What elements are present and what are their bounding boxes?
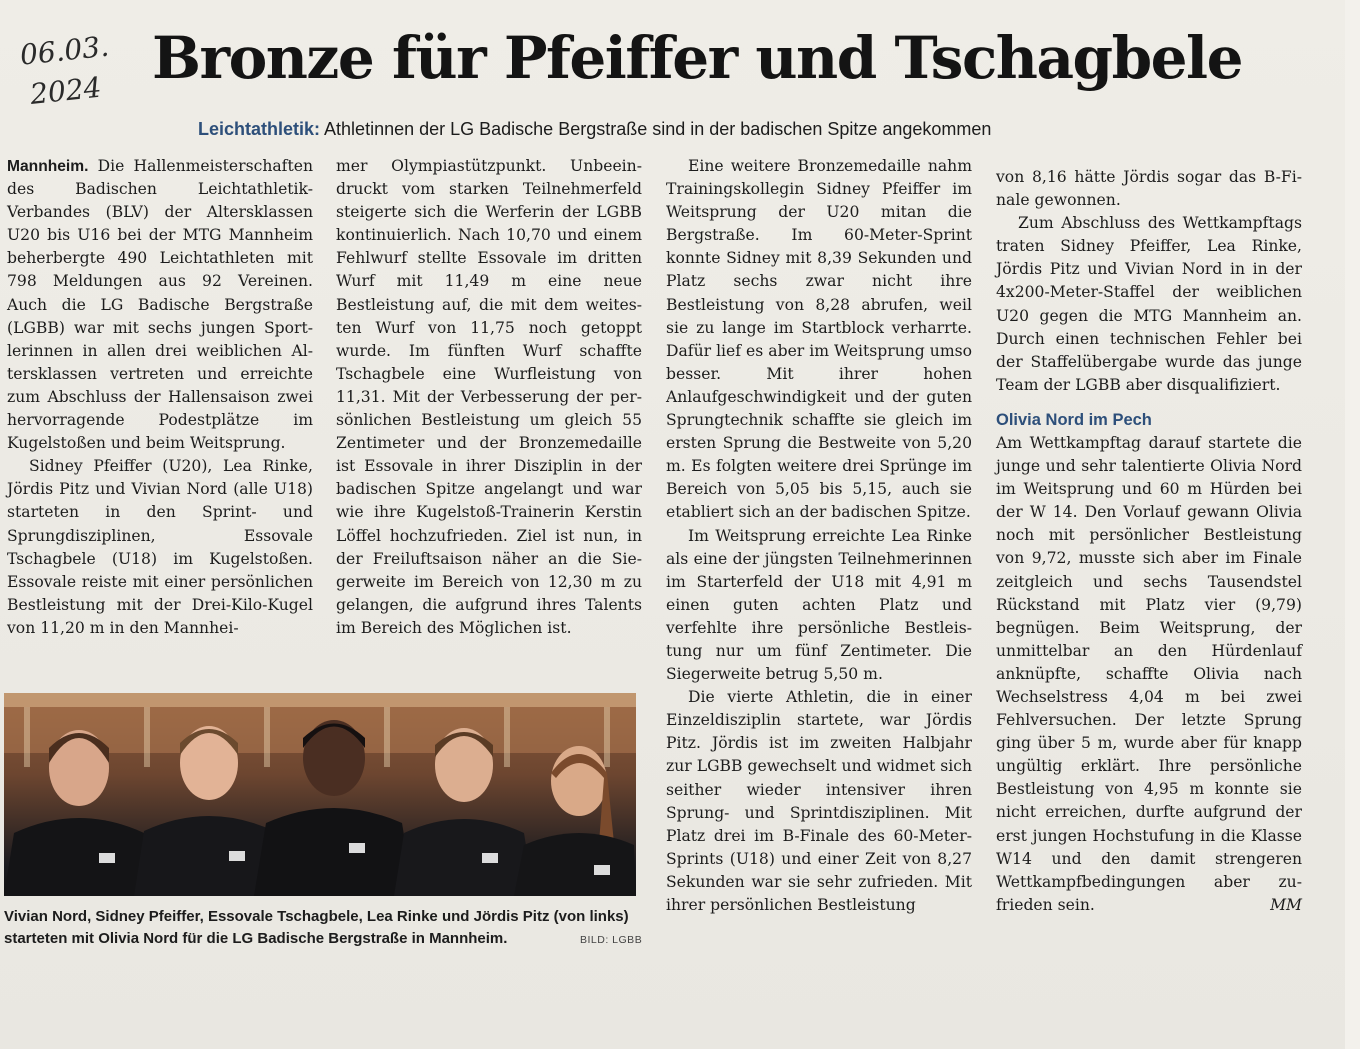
paragraph: Im Weitsprung erreichte Lea Rinke als eine der jüngsten Teilnehmerinnen im Starterfeld der U18 mit 4,91 m einen guten achten Platz und verfehlte ihre persönliche Bestleistung nur um fünf Zentimeter. Die Siegerweite betrug 5,50 m. (666, 526, 972, 684)
athlete-4 (394, 728, 534, 896)
athlete-5 (514, 746, 636, 896)
caption-line-2: starteten mit Olivia Nord für die LG Badische Bergstraße in Mannheim. (4, 930, 508, 947)
subline-kicker: Leichtathletik: (198, 119, 321, 139)
paragraph: Sidney Pfeiffer (U20), Lea Rinke, Jördis Pitz und Vivian Nord (alle U18) starteten in den Sprint- und Sprungdisziplinen, Essovale Tschagbele (U18) im Kugelstoßen. Essovale reiste mit einer persönlichen Bestleistung mit der Drei-Kilo-Kugel von 11,20 m in den Mannhei- (7, 457, 313, 637)
paragraph: Die vierte Athletin, die in einer Einzeldisziplin startete, war Jördis Pitz. Jördis ist im zweiten Halbjahr zur LGBB gewechselt und widmet sich seither wieder intensiver ihren Sprung- und Sprintdisziplinen. Mit Platz drei im B-Finale des 60-Meter-Sprints (U18) und einer Zeit von 8,27 Sekunden war sie sehr zufrieden. Mit ihrer persönlichen Bestleistung (666, 688, 972, 914)
article-column-2 (336, 155, 642, 640)
team-photo-illustration (4, 693, 636, 896)
photo-credit: BILD: LGBB (580, 934, 643, 946)
headline: Bronze für Pfeiffer und Tschagbele (152, 24, 1242, 92)
handwritten-date-line1: 06.03. (18, 29, 111, 72)
handwritten-date-line2: 2024 (28, 70, 103, 111)
paragraph (7, 155, 313, 455)
team-photo (4, 693, 636, 896)
subline (198, 116, 1198, 142)
handwritten-date (18, 24, 136, 115)
article-column-4 (996, 166, 1302, 917)
paragraph: von 8,16 hätte Jördis sogar das B-Finale gewonnen. (996, 168, 1302, 210)
paragraph-text: Die Hallenmeisterschaften des Badischen Leichtathletik-Verbandes (BLV) der Altersklassen U20 bis U16 bei der MTG Mannheim beherbergte 490 Leichtathleten mit 798 Meldungen aus 92 Vereinen. Auch die LG Badische Bergstraße (LGBB) war mit sechs jungen Sportlerinnen in allen drei weiblichen Altersklassen vertreten und erreichte zum Abschluss der Hallensaison zwei hervorragende Podestplätze im Kugelstoßen und beim Weitsprung. (7, 157, 313, 453)
subline-text: Athletinnen der LG Badische Bergstraße sind in der badischen Spitze angekommen (320, 119, 992, 139)
subheading: Olivia Nord im Pech (996, 410, 1152, 429)
author-initials: MM (1270, 895, 1302, 914)
dateline: Mannheim. (7, 158, 89, 175)
article-column-3 (666, 155, 972, 917)
paragraph: mer Olympiastützpunkt. Unbeeindruckt vom starken Teilnehmerfeld steigerte sich die Werferin der LGBB kontinuierlich. Nach 10,70 und einem Fehlwurf stellte Essovale im dritten Wurf mit 11,49 m eine neue Bestleistung auf, die mit dem weitesten Wurf von 11,75 noch getoppt wurde. Im fünften Wurf schaffte Tschagbele eine Wurfleistung von 11,31. Mit der Verbesserung der persönlichen Bestleistung um gleich 55 Zentimeter und der Bronzemedaille ist Essovale in ihrer Disziplin in der badischen Spitze angelangt und war wie ihre Kugelstoß-Trainerin Kerstin Löffel hochzufrieden. Ziel ist nun, in der Freiluftsaison näher an die Siegerweite im Bereich von 12,30 m zu gelangen, die aufgrund ihres Talents im Bereich des Möglichen ist. (336, 157, 642, 637)
paragraph: Am Wettkampftag darauf startete die junge und sehr talentierte Olivia Nord im Weitsprung und 60 m Hürden bei der W 14. Den Vorlauf gewann Olivia noch mit persönlicher Bestleistung von 9,72, musste sich aber im Finale zeitgleich und sechs Tausendstel Rückstand mit Platz vier (9,79) begnügen. Beim Weitsprung, der unmittelbar an den Hürdenlauf anknüpfte, schaffte Olivia nach Wechselstress 4,04 m bei zwei Fehlversuchen. Der letzte Sprung ging über 5 m, wurde aber für knapp ungültig erklärt. Ihre persönliche Bestleistung von 4,95 m konnte sie nicht erreichen, durfte aufgrund der erst jungen Hochstufung in die Klasse W14 und den damit strengeren Wettkampfbedingungen aber zufrieden sein. (996, 433, 1302, 914)
photo-caption (4, 906, 644, 950)
article-column-1 (7, 155, 313, 640)
paragraph: Zum Abschluss des Wettkampftags traten Sidney Pfeiffer, Lea Rinke, Jördis Pitz und Vivian Nord in in der 4x200-Meter-Staffel der weiblichen U20 gegen die MTG Mannheim an. Durch einen technischen Fehler bei der Staffelübergabe wurde das junge Team der LGBB aber disqualifiziert. (996, 214, 1302, 394)
paragraph: Eine weitere Bronzemedaille nahm Trainingskollegin Sidney Pfeiffer im Weitsprung der U20 mitan die Bergstraße. Im 60-Meter-Sprint konnte Sidney mit 8,39 Sekunden und Platz sechs zwar nicht ihre Bestleistung von 8,28 abrufen, weil sie zu lange im Startblock verharrte. Dafür lief es aber im Weitsprung umso besser. Mit ihrer hohen Anlaufgeschwindigkeit und der guten Sprungtechnik schaffte sie gleich im ersten Sprung die Bestweite von 5,20 m. Es folgten weitere drei Sprünge im Bereich von 5,05 bis 5,15, auch sie etabliert sich an der badischen Spitze. (666, 157, 972, 522)
caption-line-1: Vivian Nord, Sidney Pfeiffer, Essovale Tschagbele, Lea Rinke und Jördis Pitz (von links) (4, 908, 629, 925)
